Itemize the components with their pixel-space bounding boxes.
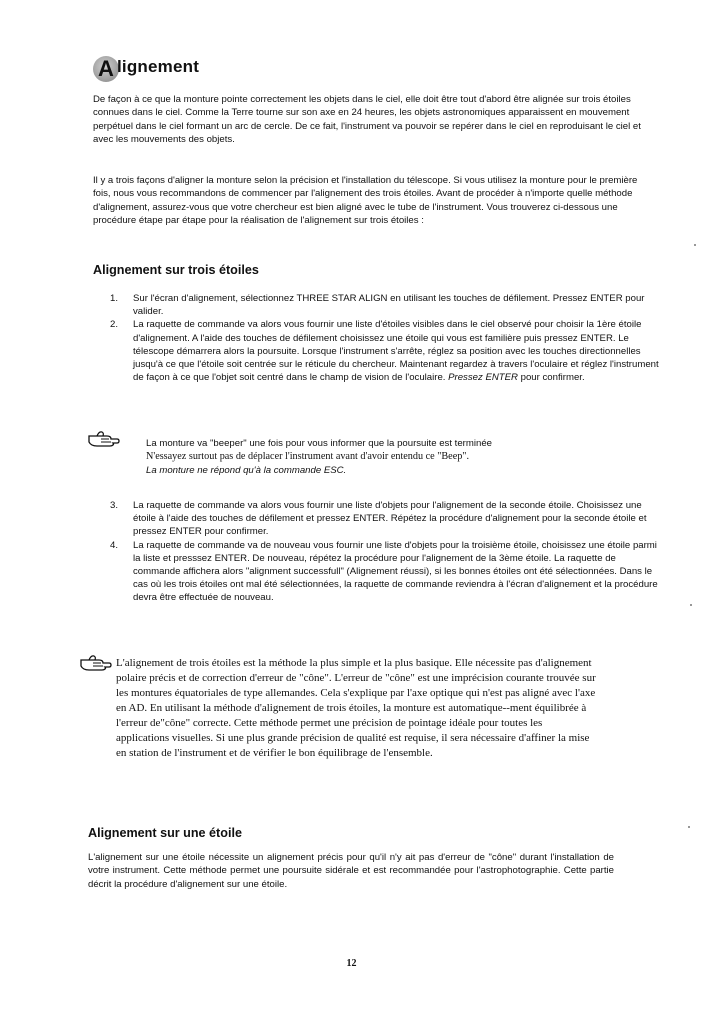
steps-list-b: [110, 499, 662, 605]
step-number: 2.: [110, 319, 119, 331]
scan-speck: [690, 604, 692, 606]
page-title: [93, 56, 199, 82]
list-item: [110, 318, 662, 384]
note-three-star-method: L'alignement de trois étoiles est la méthode la plus simple et la plus basique. Elle nécessite pas d'alignement polaire précis et de correction d'erreur de "cône". L'erreur de "cône" est une imprécision courante trouvée sur les montures équatoriales de type allemandes. Cela s'explique par l'axe optique qui n'est pas aligné avec l'axe en AD. En utilisant la méthode d'alignement de trois étoiles, la monture est automatique--ment équilibrée à l'erreur de"cône" correcte. Cette méthode permet une précision de pointage idéale pour toutes les applications visuelles. Si une plus grande précision de qualité est requise, il sera nécessaire d'affiner la mise en station de l'instrument et de vérifier le bon équilibrage de l'ensemble.: [116, 657, 596, 759]
step-text: La raquette de commande va alors vous fournir une liste d'étoiles visibles dans le ciel observé pour choisir la 1ère étoile d'alignement. A l'aide des touches de défilement choisissez une étoile qui vous est familière puis pressez ENTER. Le télescope démarrera alors la poursuite. Lorsque l'instrument s'arrête, réglez sa position avec les touches directionnelles jusqu'à ce que l'étoile soit centrée sur le réticule du chercheur. Maintenant regardez à travers l'oculaire et réglez l'instrument de façon à ce que l'objet soit centré dans le champ de vision de l'oculaire.: [133, 319, 659, 384]
step-text: Sur l'écran d'alignement, sélectionnez THREE STAR ALIGN en utilisant les touches de défilement. Pressez ENTER pour valider.: [133, 293, 645, 318]
pointing-hand-icon: [87, 427, 121, 449]
step-text-italic: Pressez ENTER: [448, 372, 518, 384]
step-number: 3.: [110, 500, 119, 511]
step-text-end: pour confirmer.: [517, 372, 585, 384]
note-line: La monture ne répond qu'à la commande ESC.: [146, 464, 347, 476]
scan-speck: [688, 826, 690, 828]
one-star-paragraph: L'alignement sur une étoile nécessite un alignement précis pour qu'il n'y ait pas d'erreur de "cône" durant l'installation de votre instrument. Cette méthode permet une poursuite sidérale et est recommandée pour l'astrophotographie. Cette partie décrit la procédure d'alignement sur une étoile.: [88, 852, 614, 890]
intro-paragraph-1: De façon à ce que la monture pointe correctement les objets dans le ciel, elle doit être tout d'abord être alignée sur trois étoiles connues dans le ciel. Comme la Terre tourne sur son axe en 24 heures, les objets astronomiques apparaissent en mouvement perpétuel dans le ciel formant un arc de cercle. De ce fait, l'instrument va pouvoir se repérer dans le ciel en reproduisant le ciel et avec les mouvements des objets.: [93, 94, 641, 146]
intro-paragraph-2: Il y a trois façons d'aligner la monture selon la précision et l'installation du télescope. Si vous utilisez la monture pour le première fois, nous vous recommandons de commencer par l'alignement des trois étoiles. Avant de procéder à n'importe quelle méthode d'alignement, assurez-vous que votre chercheur est bien aligné avec le tube de l'instrument. Vous trouverez ci-dessous une procédure étape par étape pour la réalisation de l'alignement sur trois étoiles :: [93, 175, 638, 227]
page-number: 12: [346, 958, 357, 969]
note-beep: [146, 437, 666, 477]
scan-speck: [694, 244, 696, 246]
step-number: 4.: [110, 539, 119, 551]
step-number: 1.: [110, 293, 119, 304]
list-item: [110, 499, 662, 539]
list-item: [110, 292, 662, 318]
note-line: La monture va "beeper" une fois pour vous informer que la poursuite est terminée: [146, 438, 492, 449]
list-item: [110, 539, 662, 605]
title-text: lignement: [117, 57, 200, 76]
pointing-hand-icon: [79, 651, 113, 673]
section-heading-three-stars: Alignement sur trois étoiles: [93, 263, 259, 277]
section-heading-one-star: Alignement sur une étoile: [88, 826, 242, 840]
steps-list-a: [110, 292, 662, 384]
step-text: La raquette de commande va alors vous fournir une liste d'objets pour l'alignement de la seconde étoile. Choisissez une étoile à l'aide des touches de défilement et pressez ENTER. Répétez la procédure d'alignement pour la seconde étoile et pressez ENTER pour confirmer.: [133, 500, 647, 538]
step-text: La raquette de commande va de nouveau vous fournir une liste d'objets pour la troisième étoile, choisissez une étoile parmi la liste et presssez ENTER. De nouveau, répétez la procédure pour l'alignement de la 3ème étoile. La raquette de commande affichera alors "alignment successfull" (Alignement réussi), si les bonnes étoiles ont été sélectionnées. Dans le cas où les trois étoiles ont mal été sélectionnées, la raquette de commande reviendra à l'écran d'alignement et la procédure devra être effectuée de nouveau.: [133, 539, 658, 604]
note-line: N'essayez surtout pas de déplacer l'instrument avant d'avoir entendu ce "Beep".: [146, 451, 470, 463]
title-dropcap: A: [93, 56, 119, 82]
